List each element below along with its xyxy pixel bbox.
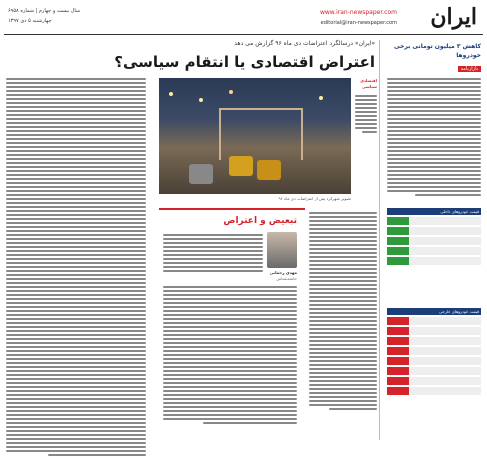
- table-row: [387, 377, 481, 385]
- side-tag: اقتصادی سیاسی: [360, 78, 377, 89]
- newspaper-logo: ایران: [430, 4, 477, 30]
- main-text-column: [355, 95, 377, 133]
- author-role: جامعه‌شناس: [276, 276, 297, 281]
- table-row: [387, 257, 481, 265]
- table-row: [387, 317, 481, 325]
- author-name: مهدی رحمانی: [269, 270, 297, 275]
- table-title: قیمت خودروهای داخلی: [387, 208, 481, 215]
- main-headline: اعتراض اقتصادی یا انتقام سیاسی؟: [114, 53, 375, 71]
- bus-shelter-shape: [219, 108, 303, 160]
- table-title: قیمت خودروهای خارجی: [387, 308, 481, 315]
- table-row: [387, 227, 481, 235]
- table-row: [387, 347, 481, 355]
- table-row: [387, 327, 481, 335]
- barrels-shape: [229, 156, 253, 176]
- table-row: [387, 337, 481, 345]
- table-row: [387, 367, 481, 375]
- opinion-title: تبعیض و اعتراض: [223, 216, 297, 226]
- date-line: چهارشنبه ۵ دی ۱۳۹۷: [8, 18, 52, 24]
- table-row: [387, 217, 481, 225]
- opinion-text-b: [163, 286, 297, 424]
- table-row: [387, 357, 481, 365]
- sidebar-headline: کاهش ۳ میلیون تومانی برخی خودروها: [393, 43, 481, 59]
- body-column-1: [309, 212, 377, 410]
- author-avatar: [267, 232, 297, 268]
- sidebar-text: [387, 78, 481, 196]
- price-table-2: [387, 308, 481, 397]
- table-row: [387, 237, 481, 245]
- photo-caption: تصویر شهرکرد پس از اعتراضات دی ماه ۹۶: [278, 196, 351, 201]
- table-row: [387, 247, 481, 255]
- price-table-1: [387, 208, 481, 267]
- opinion-text-a: [163, 234, 263, 272]
- main-photo: [159, 78, 351, 194]
- issue-line: سال بیست و چهارم | شماره ۶۹۵۸: [8, 8, 81, 14]
- masthead: [4, 4, 483, 32]
- site-url[interactable]: www.iran-newspaper.com: [319, 9, 397, 16]
- left-text-column: [6, 78, 146, 456]
- table-row: [387, 387, 481, 395]
- masthead-divider: [4, 34, 483, 35]
- right-sidebar: [379, 40, 483, 440]
- sidebar-section: بازارنامه: [458, 66, 481, 72]
- opinion-box: [159, 208, 305, 444]
- main-kicker: «ایران» درسالگرد اعتراضات دی ماه ۹۶ گزارش می دهد: [234, 40, 375, 47]
- editorial-email[interactable]: editorial@iran-newspaper.com: [320, 20, 397, 26]
- street-lights-shape: [169, 92, 173, 96]
